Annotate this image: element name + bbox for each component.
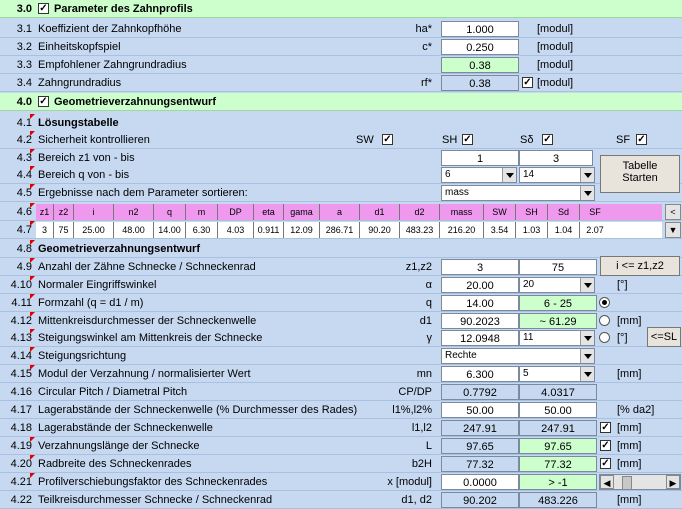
z2-input[interactable]: 75 xyxy=(519,259,597,275)
row-number: 4.0 xyxy=(16,96,32,108)
diametral-pitch-value: 4.0317 xyxy=(519,384,597,400)
symbol: ha* xyxy=(415,23,432,35)
q-input[interactable]: 14.00 xyxy=(441,295,519,311)
comment-marker-icon xyxy=(30,455,35,460)
row-4-7 xyxy=(0,221,682,239)
row-label: Steigungswinkel am Mittenkreis der Schnecke xyxy=(38,332,263,344)
symbol: rf* xyxy=(421,77,432,89)
symbol: c* xyxy=(422,41,432,53)
profile-shift-limit: > -1 xyxy=(519,474,597,490)
row-4-13 xyxy=(0,329,682,347)
unit: [mm] xyxy=(617,368,642,380)
row-label: Circular Pitch / Diametral Pitch xyxy=(38,386,188,398)
rf-input[interactable]: 0.38 xyxy=(441,75,519,91)
unit: [°] xyxy=(617,279,628,291)
row-number: 4.5 xyxy=(16,187,32,199)
unit: [modul] xyxy=(537,77,574,89)
row-3-3 xyxy=(0,56,682,74)
row-4-5 xyxy=(0,184,682,202)
row-4-15 xyxy=(0,365,682,383)
row-number: 4.1 xyxy=(16,117,32,129)
row-4-2 xyxy=(0,131,682,149)
row-4-3 xyxy=(0,149,682,167)
comment-marker-icon xyxy=(30,347,35,352)
module-select[interactable]: 5 xyxy=(519,366,595,382)
row-label: Bereich z1 von - bis xyxy=(38,152,135,164)
row-number: 4.16 xyxy=(10,386,32,398)
row-number: 3.2 xyxy=(16,41,32,53)
worm-length-input[interactable]: 97.65 xyxy=(441,438,519,454)
scroll-left-icon[interactable]: < xyxy=(665,204,681,220)
chevron-down-icon[interactable] xyxy=(580,367,594,381)
unit: [mm] xyxy=(617,494,642,506)
row-number: 3.4 xyxy=(16,77,32,89)
sw-checkbox[interactable]: ✓ xyxy=(383,134,392,145)
comment-marker-icon xyxy=(30,276,35,281)
z1-to-input[interactable]: 3 xyxy=(519,150,593,166)
ratio-from-teeth-button[interactable]: i <= z1,z2 xyxy=(600,256,680,276)
section-4-checkbox[interactable]: ✓ xyxy=(39,96,48,107)
row-label: Teilkreisdurchmesser Schnecke / Schneckenrad xyxy=(38,494,273,506)
row-label: Empfohlener Zahngrundradius xyxy=(38,59,187,71)
row-4-10 xyxy=(0,276,682,294)
row-4-19 xyxy=(0,437,682,455)
symbol: L xyxy=(425,440,432,452)
sh-label: SH xyxy=(442,134,458,146)
unit: [mm] xyxy=(617,422,642,434)
symbol: q xyxy=(425,297,432,309)
row-number: 4.6 xyxy=(16,206,32,218)
solution-table-row[interactable]: 3 75 25.00 48.00 14.00 6.30 4.03 0.911 12.09 286.71 90.20 483.23 216.20 3.54 1.03 1.04 2.07 xyxy=(36,222,662,238)
ha-input[interactable]: 1.000 xyxy=(441,21,519,37)
comment-marker-icon xyxy=(30,203,35,208)
chevron-down-icon[interactable] xyxy=(580,186,594,200)
chevron-down-icon[interactable] xyxy=(580,278,594,292)
row-label: Zahngrundradius xyxy=(38,77,122,89)
unit: [mm] xyxy=(617,440,642,452)
row-label: Normaler Eingriffswinkel xyxy=(38,279,157,291)
symbol: l1,l2 xyxy=(411,422,432,434)
comment-marker-icon xyxy=(30,437,35,442)
comment-marker-icon xyxy=(30,365,35,370)
module-input[interactable]: 6.300 xyxy=(441,366,519,382)
row-label: Lösungstabelle xyxy=(38,117,119,129)
row-4-8 xyxy=(0,240,682,258)
row-number: 4.4 xyxy=(16,169,32,181)
row-4-18 xyxy=(0,419,682,437)
row-4-17 xyxy=(0,401,682,419)
row-number: 4.2 xyxy=(16,134,32,146)
scroll-left-icon[interactable]: ◀ xyxy=(600,475,614,489)
l1-percent-input[interactable]: 50.00 xyxy=(441,402,519,418)
row-4-22 xyxy=(0,491,682,509)
row-number: 3.0 xyxy=(16,3,32,15)
l2-percent-input[interactable]: 50.00 xyxy=(519,402,597,418)
comment-marker-icon xyxy=(30,473,35,478)
symbol: CP/DP xyxy=(398,386,432,398)
row-label: Formzahl (q = d1 / m) xyxy=(38,297,144,309)
profile-shift-slider[interactable] xyxy=(599,474,681,490)
wheel-width-recommended: 77.32 xyxy=(519,456,597,472)
q-recommended-range: 6 - 25 xyxy=(519,295,597,311)
sw-label: SW xyxy=(356,134,374,146)
unit: [mm] xyxy=(617,458,642,470)
rf-checkbox[interactable]: ✓ xyxy=(523,77,532,88)
comment-marker-icon xyxy=(30,221,35,226)
row-number: 4.8 xyxy=(16,243,32,255)
lead-angle-select[interactable]: 11 xyxy=(519,330,595,346)
comment-marker-icon xyxy=(30,131,35,136)
d1-pitch-value: 90.202 xyxy=(441,492,519,508)
comment-marker-icon xyxy=(30,166,35,171)
unit: [modul] xyxy=(537,23,574,35)
comment-marker-icon xyxy=(30,312,35,317)
row-label: Bereich q von - bis xyxy=(38,169,130,181)
unit: [modul] xyxy=(537,59,574,71)
z1-from-input[interactable]: 1 xyxy=(441,150,519,166)
chevron-down-icon[interactable] xyxy=(580,168,594,182)
slider-thumb[interactable] xyxy=(622,476,632,490)
lead-angle-radio[interactable] xyxy=(599,332,610,343)
row-3-4 xyxy=(0,74,682,92)
comment-marker-icon xyxy=(30,184,35,189)
symbol: d1 xyxy=(419,315,432,327)
row-number: 4.11 xyxy=(11,297,32,309)
q-radio[interactable] xyxy=(599,297,610,308)
comment-marker-icon xyxy=(30,294,35,299)
lead-angle-apply-button[interactable]: <=SL xyxy=(647,327,681,347)
symbol: b2H xyxy=(411,458,432,470)
row-number: 4.9 xyxy=(16,261,32,273)
row-label: Steigungsrichtung xyxy=(38,350,127,362)
row-label: Lagerabstände der Schneckenwelle (% Durchmesser des Rades) xyxy=(38,404,358,416)
row-number: 3.3 xyxy=(16,59,32,71)
c-input[interactable]: 0.250 xyxy=(441,39,519,55)
helix-direction-select[interactable]: Rechte xyxy=(441,348,595,364)
row-4-11 xyxy=(0,294,682,312)
row-label: Koeffizient der Zahnkopfhöhe xyxy=(38,23,182,35)
row-label: Anzahl der Zähne Schnecke / Schneckenrad xyxy=(38,261,256,273)
row-number: 4.7 xyxy=(16,224,32,236)
row-4-9 xyxy=(0,258,682,276)
row-number: 4.17 xyxy=(10,404,32,416)
wheel-width-input[interactable]: 77.32 xyxy=(441,456,519,472)
d1-recommended-value: ~ 61.29 xyxy=(519,313,597,329)
circular-pitch-value: 0.7792 xyxy=(441,384,519,400)
unit: [modul] xyxy=(537,41,574,53)
row-3-1 xyxy=(0,20,682,38)
bearing-distance-checkbox[interactable]: ✓ xyxy=(601,422,610,433)
symbol: l1%,l2% xyxy=(392,404,432,416)
symbol: x [modul] xyxy=(387,476,432,488)
comment-marker-icon xyxy=(30,329,35,334)
worm-length-checkbox[interactable]: ✓ xyxy=(601,440,610,451)
row-number: 4.15 xyxy=(10,368,32,380)
row-number: 4.10 xyxy=(10,279,32,291)
row-number: 4.14 xyxy=(10,350,32,362)
row-label: Modul der Verzahnung / normalisierter Wert xyxy=(38,368,251,380)
row-label: Lagerabstände der Schneckenwelle xyxy=(38,422,213,434)
worm-length-recommended: 97.65 xyxy=(519,438,597,454)
row-4-21 xyxy=(0,473,682,491)
symbol: α xyxy=(425,279,432,291)
section-title: Geometrieverzahnungsentwurf xyxy=(54,96,216,108)
row-number: 4.18 xyxy=(10,422,32,434)
sf-checkbox[interactable]: ✓ xyxy=(637,134,646,145)
unit: [°] xyxy=(617,332,628,344)
d1-input[interactable]: 90.2023 xyxy=(441,313,519,329)
comment-marker-icon xyxy=(30,149,35,154)
section-3-0 xyxy=(0,0,682,18)
symbol: z1,z2 xyxy=(405,261,432,273)
section-title: Parameter des Zahnprofils xyxy=(54,3,193,15)
scroll-down-icon[interactable]: ▼ xyxy=(665,222,681,238)
row-4-20 xyxy=(0,455,682,473)
row-4-14 xyxy=(0,347,682,365)
l2-input[interactable]: 247.91 xyxy=(519,420,597,436)
row-label: Verzahnungslänge der Schnecke xyxy=(38,440,200,452)
z1-input[interactable]: 3 xyxy=(441,259,519,275)
row-number: 4.19 xyxy=(10,440,32,452)
row-label: Radbreite des Schneckenrades xyxy=(38,458,192,470)
lead-angle-input[interactable]: 12.0948 xyxy=(441,330,519,346)
row-label: Einheitskopfspiel xyxy=(38,41,121,53)
scroll-right-icon[interactable]: ▶ xyxy=(666,475,680,489)
row-number: 4.21 xyxy=(10,476,32,488)
section-4-0 xyxy=(0,93,682,111)
row-4-12 xyxy=(0,312,682,330)
row-number: 3.1 xyxy=(16,23,32,35)
row-number: 4.20 xyxy=(10,458,32,470)
comment-marker-icon xyxy=(30,240,35,245)
q-from-select[interactable]: 6 xyxy=(441,167,517,183)
section-3-checkbox[interactable]: ✓ xyxy=(39,3,48,14)
chevron-down-icon[interactable] xyxy=(580,349,594,363)
d1-radio[interactable] xyxy=(599,315,610,326)
sh-checkbox[interactable]: ✓ xyxy=(463,134,472,145)
recommended-radius-value: 0.38 xyxy=(441,57,519,73)
row-number: 4.12 xyxy=(10,315,32,327)
symbol: d1, d2 xyxy=(401,494,432,506)
symbol: mn xyxy=(416,368,432,380)
row-4-1 xyxy=(0,114,682,132)
wheel-width-checkbox[interactable]: ✓ xyxy=(601,458,610,469)
unit: [% da2] xyxy=(617,404,655,416)
start-table-button[interactable]: Tabelle Starten xyxy=(600,155,680,193)
solution-table-header: z1 z2 i n2 q m DP eta gama a d1 d2 mass SW SH Sd SF xyxy=(36,204,662,220)
pressure-angle-select[interactable]: 20 xyxy=(519,277,595,293)
sort-select[interactable]: mass xyxy=(441,185,595,201)
row-3-2 xyxy=(0,38,682,56)
row-number: 4.22 xyxy=(10,494,32,506)
symbol: γ xyxy=(426,332,432,344)
sd-label: Sδ xyxy=(520,134,534,146)
chevron-down-icon[interactable] xyxy=(502,168,516,182)
row-4-16 xyxy=(0,383,682,401)
row-label: Ergebnisse nach dem Parameter sortieren: xyxy=(38,187,248,199)
chevron-down-icon[interactable] xyxy=(580,331,594,345)
row-label: Mittenkreisdurchmesser der Schneckenwelle xyxy=(38,315,257,327)
comment-marker-icon xyxy=(30,114,35,119)
row-label: Geometrieverzahnungsentwurf xyxy=(38,243,200,255)
sd-checkbox[interactable]: ✓ xyxy=(543,134,552,145)
profile-shift-input[interactable]: 0.0000 xyxy=(441,474,519,490)
row-4-4 xyxy=(0,166,682,184)
d2-pitch-value: 483.226 xyxy=(519,492,597,508)
row-label: Profilverschiebungsfaktor des Schneckenrades xyxy=(38,476,268,488)
row-number: 4.13 xyxy=(10,332,32,344)
l1-input[interactable]: 247.91 xyxy=(441,420,519,436)
q-to-select[interactable]: 14 xyxy=(519,167,595,183)
row-number: 4.3 xyxy=(16,152,32,164)
unit: [mm] xyxy=(617,315,642,327)
row-label: Sicherheit kontrollieren xyxy=(38,134,150,146)
row-4-6 xyxy=(0,203,682,221)
comment-marker-icon xyxy=(30,258,35,263)
pressure-angle-input[interactable]: 20.00 xyxy=(441,277,519,293)
sf-label: SF xyxy=(616,134,631,146)
